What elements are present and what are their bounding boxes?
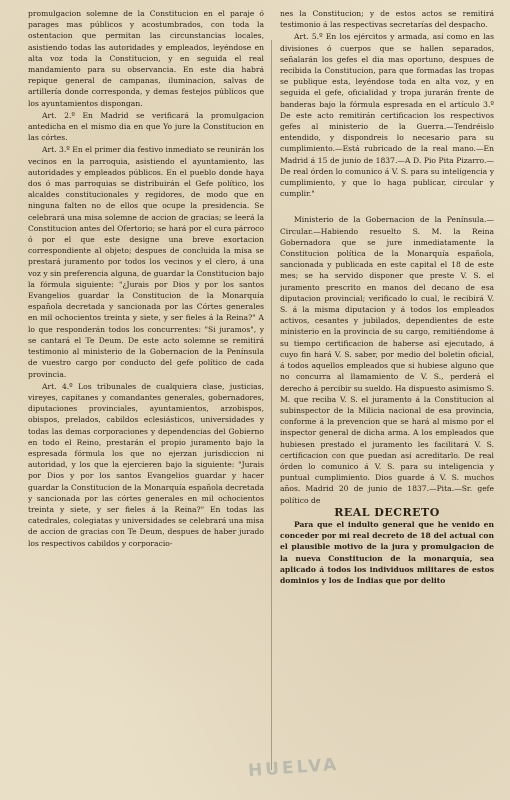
paragraph-art-2: Art. 2.º En Madrid se verificará la promulgacion antedicha en el mismo dia en que Yo jure la Constitucion en las córtes. <box>28 110 264 143</box>
paragraph-decree: Para que el indulto general que he venido en conceder por mi real decreto de 18 del actual con el plausible motivo de la jura y promulgacion de la nueva Constitucion de la monarquía, sea aplicado á todos los individuos militares de estos dominios y los de Indias que por delito <box>280 519 494 585</box>
paragraph-circular: Ministerio de la Gobernacion de la Península.—Circular.—Habiendo resuelto S. M. la Reina Gobernadora que se jure inmediatamente la Constitucion política de la Monarquía española, sancionada y publicada en este capital el 18 de este mes; se ha servido disponer que preste V. S. el juramento prescrito en manos del decano de esa diputacion provincial; verificado lo cual, le recibirá V. S. á la misma diputacion y á todos los empleados activos, cesantes y jubilados, dependientes de este ministerio en la provincia de su cargo, remitiéndome á su tiempo certificacion de haberse así ejecutado, á cuyo fin hará V. S. saber, por medio del boletin oficial, á todos aquellos empleados que si hubiese alguno que no concurra al llamamiento de V. S., perderá el derecho á percibir su sueldo. Ha dispuesto asimismo S. M. que reciba V. S. el juramento á la Constitucion al subinspector de la Milicia nacional de esa provincia, conforme á la prevencion que se hará al mismo por el inspector general de dicha arma. A los empleados que hubiesen prestado el juramento les facilitará V. S. certificacion con que puedan así acreditarlo. De real órden lo comunico á V. S. para su inteligencia y puntual cumplimiento. Dios guarde á V. S. muchos años. Madrid 20 de junio de 1837.—Pita.—Sr. gefe político de <box>280 215 494 505</box>
right-column <box>280 8 494 796</box>
column-divider <box>271 40 272 770</box>
archive-watermark: HUELVA <box>247 754 340 782</box>
section-gap <box>280 200 494 214</box>
paragraph-promulgacion: promulgacion solemne de la Constitucion en el paraje ó parages mas públicos y acostumbrados, con toda la ostentacion que permitan las circunstancias locales, asistiendo todas las autoridades y empleados, leyéndose en alta voz toda la Constitucion, y en seguida el real mandamiento para su observancia. En este dia habrá repique general de campanas, iluminacion, salvas de artillería donde corresponda, y demas festejos públicos que los ayuntamientos dispongan. <box>28 9 264 108</box>
paragraph-art-3: Art. 3.º En el primer dia festivo inmediato se reunirán los vecinos en la parroquia, asistiendo el ayuntamiento, las autoridades y empleados públicos. En el pueblo donde haya dos ó mas parroquias se distribuirán el Gefe político, los alcaldes constitucionales y regidores, de modo que en ninguna falten no de ellos que ocupe la presidencia. Se celebrará una misa solemne de accion de gracias; se leerá la Constitucion antes del Ofertorio; se hará por el cura párroco ó por el que este designe una breve exortacion correspondiente al objeto; despues de concluida la misa se prestará juramento por todos los vecinos y el clero, á una voz y sin preferencia alguna, de guardar la Constitucion bajo la fórmula siguiente: "¿Jurais por Dios y por los santos Evangelios guardar la Constitucion de la Monarquía española decretada y sancionada por las Córtes generales en mil ochocientos treinta y siete, y ser fieles á la Reina?" A lo que responderán todos los concurrentes: "Si juramos", y se cantará el Te Deum. De este acto solemne se remitirá testimonio al ministerio de la Gobernacion de la Península de vuestro cargo por conducto del gefe político de cada provincia. <box>28 145 264 379</box>
decree-heading: REAL DECRETO <box>334 505 440 519</box>
left-column <box>28 8 264 796</box>
paragraph-testimonio: nes la Constitucion; y de estos actos se remitirá testimonio á las respectivas secretarías del despacho. <box>280 9 494 30</box>
paragraph-art-4: Art. 4.º Los tribunales de cualquiera clase, justicias, vireyes, capitanes y comandantes generales, gobernadores, diputaciones provinciales, ayuntamientos, arzobispos, obispos, prelados, cabildos eclesiásticos, universidades y todas las demas corporaciones y dependencias del Gobierno en todo el Reino, prestarán el propio juramento bajo la espresada fórmula los que no ejerzan jurisdiccion ni autoridad, y los que la ejercieren bajo la siguiente: "Jurais por Dios y por los santos Evangelios guardar y hacer guardar la Constitucion de la Monarquía española decretada y sancionada por las córtes generales en mil ochocientos treinta y siete, y ser fieles á la Reina?" En todas las catedrales, colegiatas y universidades se celebrará una misa de accion de gracias con Te Deum, despues de haber jurado los respectivos cabildos y corporacio- <box>28 381 264 548</box>
paragraph-art-5: Art. 5.º En los ejércitos y armada, así como en las divisiones ó cuerpos que se hallen separados, señalarán los gefes el dia mas oportuno, despues de recibida la Constitucion, para que formadas las tropas se publique esta, leyéndose toda en alta voz, y en seguida el gefe, oficialidad y tropa jurarán frente de banderas bajo la fórmula espresada en el artículo 3.º De este acto remitirán certificacion los respectivos gefes al ministerio de la Guerra.—Tendréislo entendido, y dispondreis lo necesario para su cumplimiento.—Está rubricado de la real mano.—En Madrid á 15 de junio de 1837.—A D. Pio Pita Pizarro.—De real órden lo comunico á V. S. para su inteligencia y cumplimiento, y que lo haga publicar, circular y cumplir." <box>280 32 494 199</box>
